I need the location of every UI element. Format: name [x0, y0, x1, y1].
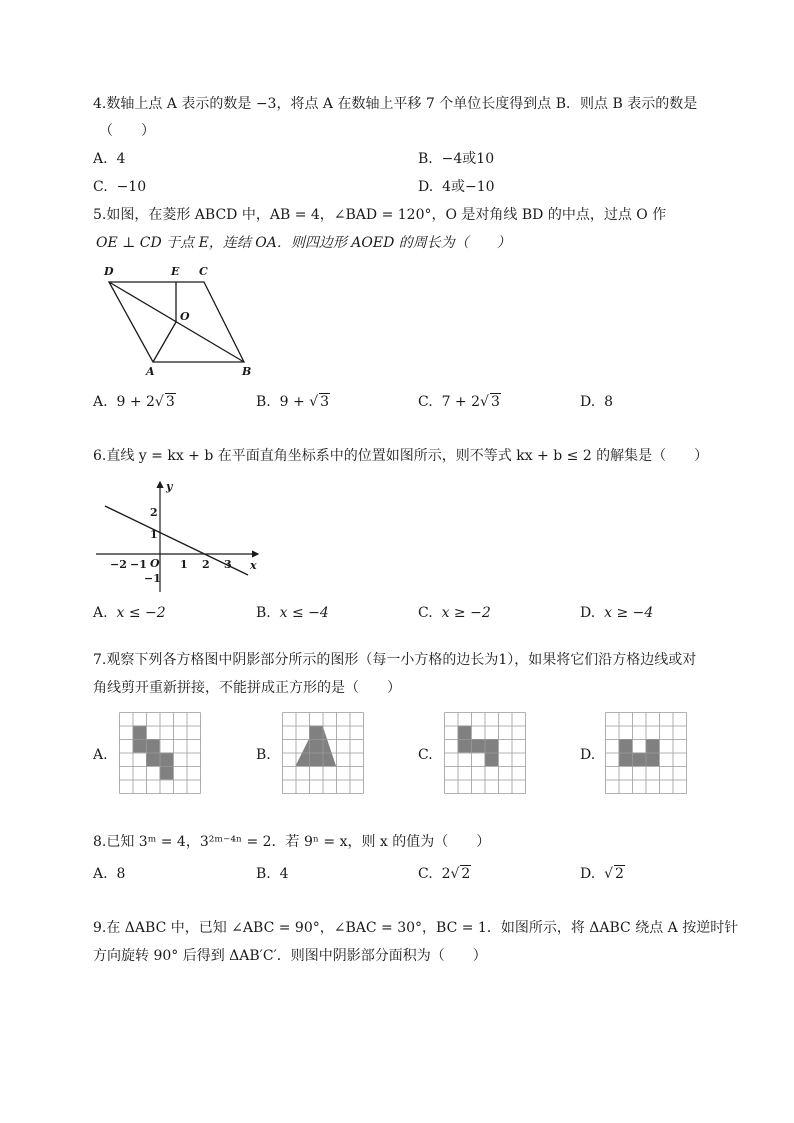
option-label: C. [418, 866, 433, 882]
q7-stem-line2: 角线剪开重新拼接，不能拼成正方形的是（ ） [93, 680, 401, 696]
option-label: B. [256, 394, 271, 410]
grid-lines [283, 713, 364, 794]
radicand: 3 [490, 394, 500, 410]
q8-option-d[interactable]: D. √ 2 [580, 866, 624, 882]
option-label: D. [580, 394, 596, 410]
option-text: 4 [116, 151, 126, 167]
label-d: D [104, 265, 114, 278]
option-label: B. [256, 605, 271, 621]
grid-lines [120, 713, 201, 794]
option-text: 2 [441, 866, 451, 882]
q8-stem-line1: 8.已知 3ᵐ = 4，3²ᵐ⁻⁴ⁿ = 2．若 9ⁿ = x，则 x 的值为（ ） [93, 834, 491, 850]
option-label: A. [93, 151, 108, 167]
grid-lines [606, 713, 687, 794]
q7-option-d-label[interactable]: D. [580, 747, 596, 763]
axis-label-x: x [250, 559, 257, 572]
option-label: A. [93, 866, 108, 882]
radicand: 2 [615, 866, 624, 882]
option-label: C. [418, 605, 433, 621]
q7-option-b-label[interactable]: B. [256, 747, 271, 763]
option-text: 9 + 2 [116, 394, 155, 410]
tick-x-2: 2 [202, 558, 210, 571]
q5-option-d[interactable] [580, 392, 613, 412]
label-b: B [242, 365, 252, 378]
q7-stem-line1: 7.观察下列各方格图中阴影部分所示的图形（每一小方格的边长为1），如果将它们沿方格边线或对 [93, 652, 697, 668]
label-e: E [171, 265, 180, 278]
option-text: −10 [116, 179, 147, 195]
option-text: x ≥ −4 [604, 605, 654, 621]
axis-label-y: y [166, 480, 173, 493]
option-label: C. [93, 179, 108, 195]
tick-y-neg1: −1 [144, 572, 161, 585]
q4-option-a[interactable] [93, 149, 125, 169]
q4-stem-line2: （ ） [99, 123, 155, 139]
q7-option-c-label[interactable]: C. [418, 747, 433, 763]
q7-grid-a[interactable] [119, 712, 201, 794]
q7-grid-d[interactable] [605, 712, 687, 794]
q5-option-b[interactable]: B. 9 + √ 3 [256, 394, 330, 410]
option-label: A. [93, 605, 108, 621]
option-text: x ≤ −4 [279, 605, 329, 621]
option-text: 8 [604, 394, 614, 410]
option-text: 4或−10 [442, 179, 495, 195]
q6-option-d[interactable] [580, 603, 653, 623]
tick-x-3: 3 [224, 558, 232, 571]
option-text: x ≤ −2 [116, 605, 166, 621]
option-label: B. [418, 151, 433, 167]
option-label: D. [580, 866, 596, 882]
segment-oa [153, 322, 176, 362]
q6-coordinate-figure [92, 476, 264, 596]
label-o: O [180, 310, 190, 323]
option-text: 4 [279, 866, 289, 882]
q8-option-a[interactable] [93, 864, 125, 884]
option-label: B. [256, 866, 271, 882]
origin-label: O [150, 557, 160, 570]
tick-x-1: 1 [180, 558, 188, 571]
label-a: A [146, 365, 155, 378]
option-label: C. [418, 394, 433, 410]
option-label: A. [93, 394, 108, 410]
q4-option-b[interactable] [418, 149, 494, 169]
q8-option-c[interactable]: C. 2√ 2 [418, 866, 471, 882]
option-label: D. [418, 179, 434, 195]
option-text: 7 + 2 [441, 394, 481, 410]
q4-stem-line1: 4.数轴上点 A 表示的数是 −3，将点 A 在数轴上平移 7 个单位长度得到点 B．则点 B 表示的数是 [93, 96, 698, 112]
q8-option-b[interactable] [256, 864, 289, 884]
q5-option-c[interactable]: C. 7 + 2√ 3 [418, 394, 500, 410]
q6-option-a[interactable] [93, 603, 166, 623]
q4-option-d[interactable] [418, 177, 495, 197]
label-c: C [199, 265, 208, 278]
q5-stem-line2: OE ⊥ CD 于点 E，连结 OA．则四边形 AOED 的周长为（ ） [96, 235, 511, 251]
option-label: D. [580, 605, 596, 621]
option-text: x ≥ −2 [441, 605, 491, 621]
option-text: 8 [116, 866, 126, 882]
option-text: −4或10 [441, 151, 495, 167]
q5-stem-line1: 5.如图，在菱形 ABCD 中，AB = 4，∠BAD = 120°，O 是对角线 BD 的中点，过点 O 作 [93, 207, 667, 223]
q4-option-c[interactable] [93, 177, 146, 197]
grid-lines [445, 713, 526, 794]
q7-option-a-label[interactable]: A. [93, 747, 108, 763]
tick-x-neg2: −2 [110, 558, 127, 571]
q5-option-a[interactable]: A. 9 + 2√ 3 [93, 394, 175, 410]
q6-option-b[interactable] [256, 603, 329, 623]
tick-y-2: 2 [150, 506, 158, 519]
q9-stem-line2: 方向旋转 90° 后得到 ΔAB′C′．则图中阴影部分面积为（ ） [93, 948, 487, 964]
option-text: 9 + [279, 394, 310, 410]
q5-rhombus-figure [96, 262, 266, 380]
tick-x-neg1: −1 [130, 558, 147, 571]
q6-option-c[interactable] [418, 603, 491, 623]
radicand: 3 [165, 394, 175, 410]
q6-stem-line1: 6.直线 y = kx + b 在平面直角坐标系中的位置如图所示，则不等式 kx + b ≤ 2 的解集是（ ） [93, 448, 709, 464]
radicand: 3 [320, 394, 330, 410]
tick-y-1: 1 [150, 528, 158, 541]
q7-grid-b[interactable] [282, 712, 364, 794]
q7-grid-c[interactable] [444, 712, 526, 794]
radicand: 2 [461, 866, 471, 882]
q9-stem-line1: 9.在 ΔABC 中，已知 ∠ABC = 90°，∠BAC = 30°，BC = 1．如图所示，将 ΔABC 绕点 A 按逆时针 [93, 920, 739, 936]
